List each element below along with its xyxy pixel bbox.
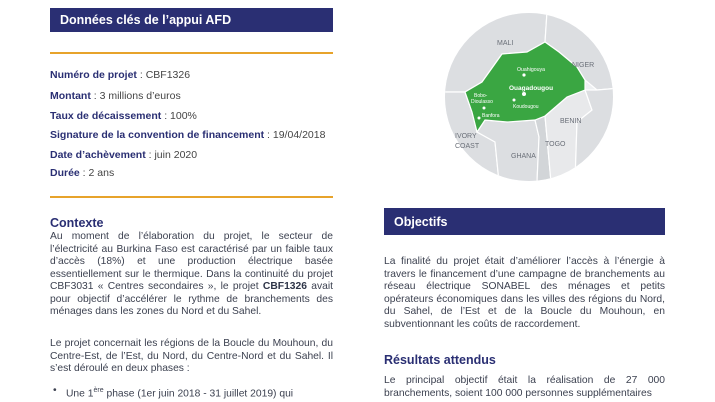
objectifs-header bbox=[384, 208, 665, 235]
map-label-ghana: GHANA bbox=[511, 153, 536, 160]
keydata-label: Signature de la convention de financement bbox=[50, 129, 265, 141]
map-label-niger: NIGER bbox=[572, 62, 595, 69]
city-dot-ouahigouya bbox=[522, 73, 525, 76]
city-dot-bobo-dioulasso bbox=[483, 107, 486, 110]
keydata-value: : 3 millions d’euros bbox=[90, 90, 181, 102]
map-svg bbox=[427, 12, 631, 182]
keydata-value: : 19/04/2018 bbox=[264, 129, 326, 141]
resultats-heading: Résultats attendus bbox=[384, 353, 496, 367]
contexte-paragraph bbox=[50, 231, 333, 319]
section-divider bbox=[50, 196, 333, 198]
map-label-mali: MALI bbox=[497, 40, 514, 47]
list-item-text: phase (1er juin 2018 - 31 juillet 2019) qui bbox=[103, 388, 294, 400]
map-label-coast: COAST bbox=[455, 143, 480, 150]
keydata-row-project-number bbox=[50, 69, 190, 81]
city-label-ouahigouya: Ouahigouya bbox=[517, 67, 545, 73]
keydata-row-completion-date bbox=[50, 149, 197, 161]
keydata-row-disbursement-rate bbox=[50, 110, 197, 122]
keydata-title: Données clés de l’appui AFD bbox=[60, 13, 232, 27]
keydata-divider bbox=[50, 52, 333, 54]
city-label-banfora: Banfora bbox=[482, 113, 500, 119]
project-code: CBF1326 bbox=[262, 281, 307, 292]
superscript: ère bbox=[93, 387, 104, 394]
contexte-heading: Contexte bbox=[50, 216, 104, 230]
resultats-paragraph: Le principal objectif était la réalisation de 27 000 branchements, soient 100 000 personnes supplémentaires bbox=[384, 375, 665, 399]
keydata-value: : 2 ans bbox=[79, 167, 115, 179]
keydata-header bbox=[50, 8, 333, 32]
city-label-dioulasso: Dioulasso bbox=[471, 99, 493, 105]
keydata-label: Numéro de projet bbox=[50, 69, 137, 81]
city-dot-koudougou bbox=[513, 99, 516, 102]
city-dot-banfora bbox=[478, 117, 481, 120]
city-label-bobo: Bobo- bbox=[474, 93, 488, 99]
keydata-row-signature-date bbox=[50, 129, 325, 141]
city-dot-ouagadougou bbox=[522, 92, 526, 96]
list-item bbox=[50, 385, 333, 401]
map-label-benin: BENIN bbox=[560, 118, 582, 125]
keydata-label: Date d’achèvement bbox=[50, 149, 146, 161]
location-map bbox=[427, 12, 631, 182]
phases-list bbox=[50, 385, 333, 401]
city-label-ouagadougou: Ouagadougou bbox=[509, 85, 554, 92]
city-label-koudougou: Koudougou bbox=[513, 104, 539, 110]
list-item-text: Une 1 bbox=[66, 388, 94, 400]
keydata-row-duration bbox=[50, 167, 114, 179]
contexte-paragraph-2: Le projet concernait les régions de la Boucle du Mouhoun, du Centre-Est, de l’Est, du Nord, du Centre-Nord et du Sahel. Il s’est déroulé en deux phases : bbox=[50, 338, 333, 374]
contexte-text: Au moment de l’élaboration du projet, le secteur de l’électricité au Burkina Faso est caractérisé par un faible taux d’accès (18%) et une production électrique basée essentiellement sur le thermique. Dans la continuité du projet CBF3031 « Centres secondaires », le projet bbox=[50, 231, 333, 292]
keydata-label: Montant bbox=[50, 90, 91, 102]
keydata-value: : CBF1326 bbox=[136, 69, 191, 81]
keydata-label: Durée bbox=[50, 167, 80, 179]
keydata-row-amount bbox=[50, 90, 181, 102]
keydata-label: Taux de décaissement bbox=[50, 110, 162, 122]
contexte-text: avait pour objectif d’accélérer le rythme de branchements des ménages dans les zones du Nord et du Sahel. bbox=[50, 281, 333, 317]
map-label-togo: TOGO bbox=[545, 141, 566, 148]
map-label-ivory: IVORY bbox=[455, 133, 477, 140]
keydata-value: : juin 2020 bbox=[145, 149, 198, 161]
objectifs-title: Objectifs bbox=[394, 214, 448, 229]
objectifs-paragraph: La finalité du projet était d’améliorer l’accès à l’énergie à travers le financement d’une campagne de branchements au réseau électrique SONABEL des ménages et petits opérateurs économiques dans les villes des régions du Nord, du Sahel, de l’Est et de la Boucle du Mouhoun, en subventionnant les coûts de raccordement. bbox=[384, 256, 665, 330]
keydata-value: : 100% bbox=[161, 110, 197, 122]
